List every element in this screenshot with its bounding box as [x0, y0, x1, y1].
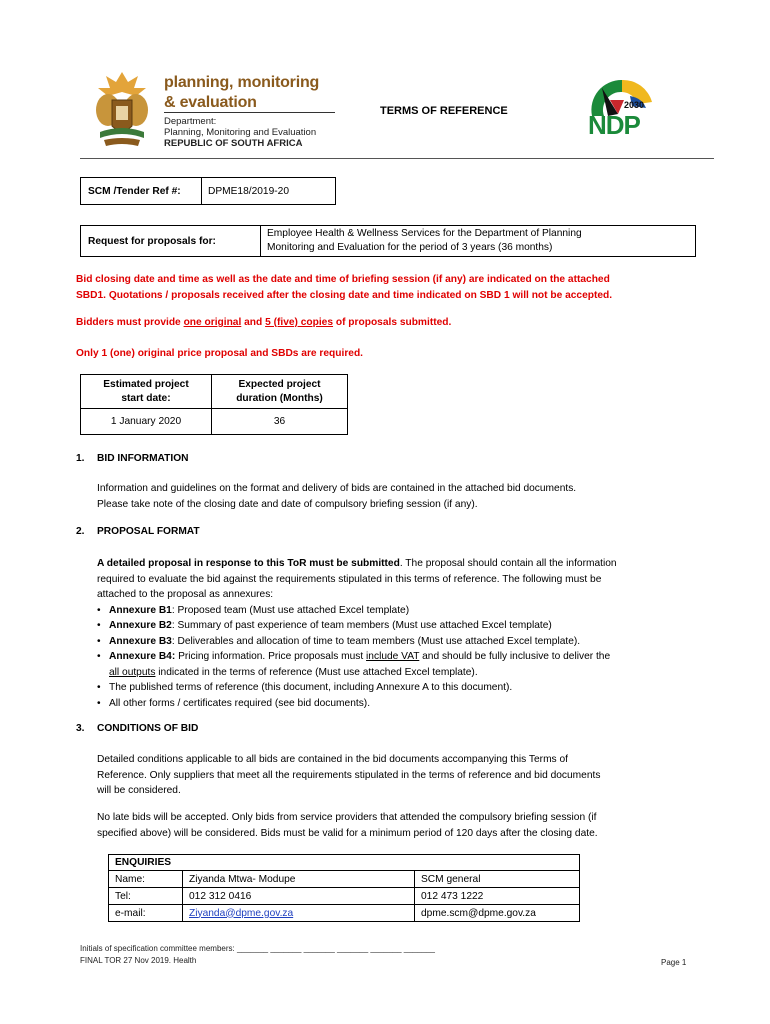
footer-doc-ref: FINAL TOR 27 Nov 2019. Health	[80, 956, 197, 965]
annexure-list	[97, 603, 703, 712]
section-1-body: Information and guidelines on the format and delivery of bids are contained in the attached bid documents. Please take note of the closing date and date of compulsory briefing session (if any).	[97, 483, 577, 510]
list-item: • Annexure B4: Pricing information. Price proposals must include VAT and should be fully inclusive to deliver the all outputs indicated in the terms of reference (Must use attached Excel template).	[97, 649, 703, 680]
section-2-body: A detailed proposal in response to this ToR must be submitted. The proposal should contain all the information required to evaluate the bid against the requirements stipulated in this terms of reference. The following must be attached to the proposal as annexures: • Annexure B1: Proposed team (Must use attached Excel template) • Annexure B2: Summary of past experience of team members (Must use attached Excel template) • Annexure B3: Deliverables and allocation of time to team members (Must use attached Excel template). • Annexure B4: Pricing information. Price proposals must include VAT and should be fully inclusive to deliver the all outputs indicated in the terms of reference (Must use attached Excel template). • The published terms of reference (this document, including Annexure A to this document). • All other forms / certificates required (see bid documents).	[97, 556, 703, 711]
section-1-title: BID INFORMATION	[97, 453, 189, 464]
list-item: • Annexure B3: Deliverables and allocation of time to team members (Must use attached Excel template).	[97, 634, 703, 650]
tender-ref-box	[80, 177, 336, 205]
section-2-number: 2.	[76, 526, 85, 537]
department-label: Department:	[164, 116, 217, 127]
tel-label: Tel:	[109, 888, 183, 905]
contact-1-email-link[interactable]: Ziyanda@dpme.gov.za	[189, 907, 294, 919]
section-3-number: 3.	[76, 723, 85, 734]
enquiries-table	[108, 854, 580, 922]
contact-2-name: SCM general	[415, 871, 580, 888]
document-title: TERMS OF REFERENCE	[380, 105, 508, 117]
list-item: • All other forms / certificates required (see bid documents).	[97, 696, 703, 712]
original-only-notice: Only 1 (one) original price proposal and SBDs are required.	[76, 348, 364, 359]
rfp-label: Request for proposals for:	[81, 226, 261, 257]
brand-divider	[164, 112, 335, 113]
duration-header: Expected project duration (Months)	[212, 375, 348, 409]
section-2-title: PROPOSAL FORMAT	[97, 526, 200, 537]
start-date-value: 1 January 2020	[81, 409, 212, 435]
tender-ref-value: DPME18/2019-20	[202, 178, 336, 205]
contact-1-tel: 012 312 0416	[183, 888, 415, 905]
list-item: • The published terms of reference (this document, including Annexure A to this document).	[97, 680, 703, 696]
start-date-header: Estimated project start date:	[81, 375, 212, 409]
ndp-year-text: 2030	[624, 100, 645, 110]
enquiries-title: ENQUIRIES	[109, 855, 580, 871]
list-item: • Annexure B1: Proposed team (Must use attached Excel template)	[97, 603, 703, 619]
duration-value: 36	[212, 409, 348, 435]
ndp-2030-logo	[584, 72, 660, 142]
list-item: • Annexure B2: Summary of past experience of team members (Must use attached Excel template)	[97, 618, 703, 634]
contact-1-name: Ziyanda Mtwa- Modupe	[183, 871, 415, 888]
section-3-body-1: Detailed conditions applicable to all bids are contained in the bid documents accompanying this Terms of Reference. Only suppliers that meet all the requirements stipulated in the terms of reference and bid documents will be considered.	[97, 754, 601, 796]
contact-2-tel: 012 473 1222	[415, 888, 580, 905]
copies-notice: Bidders must provide one original and 5 (five) copies of proposals submitted.	[76, 317, 452, 328]
brand-name-line1: planning, monitoring	[164, 74, 320, 91]
footer-initials: Initials of specification committee members: _______ _______ _______ _______ _______ _______	[80, 944, 435, 953]
brand-name-line2: & evaluation	[164, 94, 257, 111]
header-divider	[80, 158, 714, 159]
contact-2-email: dpme.scm@dpme.gov.za	[415, 905, 580, 922]
tender-ref-label: SCM /Tender Ref #:	[81, 178, 202, 205]
rfp-value: Employee Health & Wellness Services for the Department of Planning Monitoring and Evaluation for the period of 3 years (36 months)	[261, 226, 696, 257]
section-3-title: CONDITIONS OF BID	[97, 723, 199, 734]
department-block	[164, 116, 316, 149]
closing-notice: Bid closing date and time as well as the date and time of briefing session (if any) are indicated on the attached SBD1. Quotations / proposals received after the closing date and time indicated on SBD 1 will not be accepted.	[76, 274, 613, 301]
ndp-text: NDP	[588, 110, 640, 140]
department-name: Planning, Monitoring and Evaluation	[164, 127, 317, 138]
contact-1-email-cell	[183, 905, 415, 922]
duration-table	[80, 374, 348, 435]
page-number: Page 1	[661, 958, 687, 967]
name-label: Name:	[109, 871, 183, 888]
rfp-box	[80, 225, 696, 257]
republic-label: REPUBLIC OF SOUTH AFRICA	[164, 138, 303, 149]
section-1-number: 1.	[76, 453, 85, 464]
coat-of-arms-icon	[86, 66, 158, 152]
email-label: e-mail:	[109, 905, 183, 922]
section-3-body-2: No late bids will be accepted. Only bids from service providers that attended the compulsory briefing session (if specified above) will be considered. Bids must be valid for a minimum period of 120 days after the closing date.	[97, 812, 598, 839]
